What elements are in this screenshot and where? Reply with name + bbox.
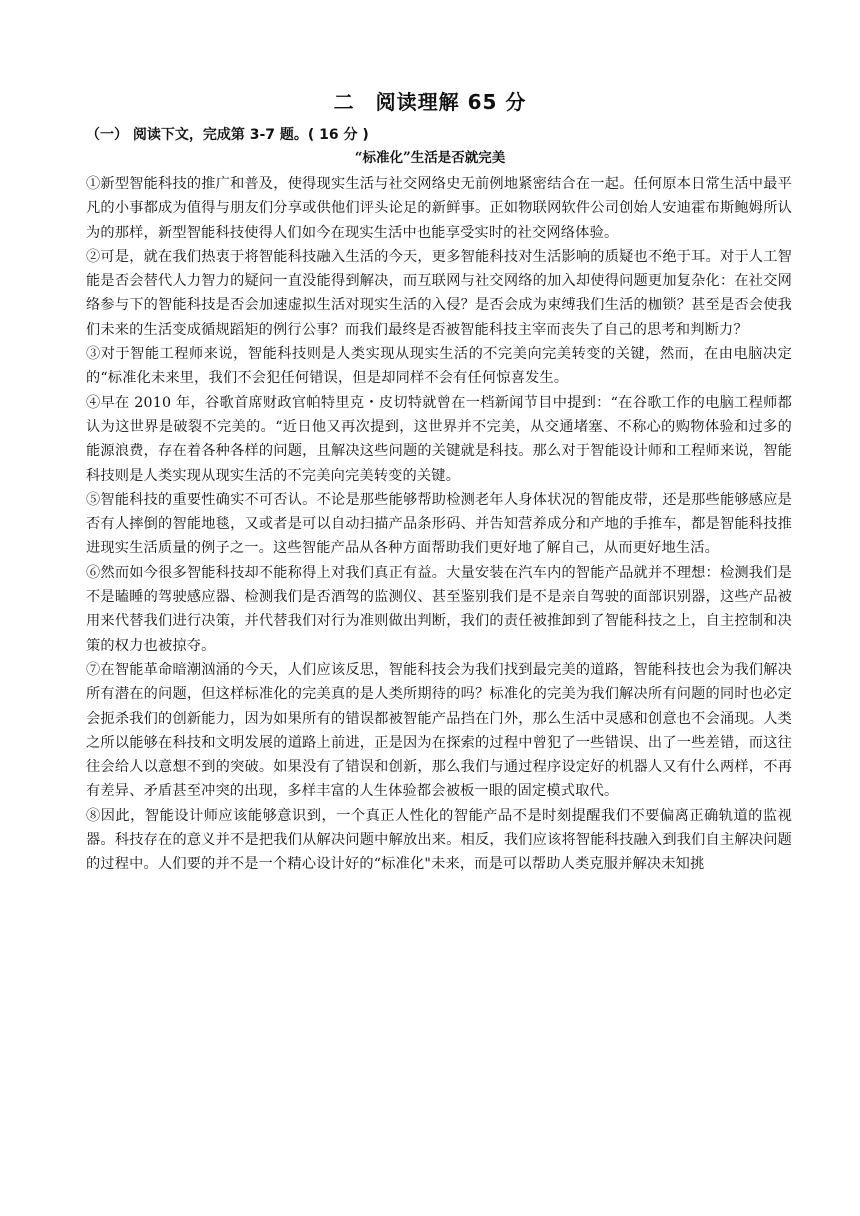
paragraph-4: ④早在 2010 年，谷歌首席财政官帕特里克・皮切特就曾在一档新闻节目中提到：“在谷歌工作的电脑工程师都认为这世界是破裂不完美的。“近日他又再次提到，这世界并不完美，从交通堵塞、不称心的购物体验和过多的能源浪费，存在着各种各样的问题，且解决这些问题的关键就是科技。那么对于智能设计师和工程师来说，智能科技则是人类实现从现实生活的不完美向完美转变的关键。 [86, 394, 792, 484]
article-title: “标准化”生活是否就完美 [354, 150, 506, 166]
paragraph-5: ⑤智能科技的重要性确实不可否认。不论是那些能够帮助检测老年人身体状况的智能皮带，还是那些能够感应是否有人摔倒的智能地毯，又或者是可以自动扫描产品条形码、并告知营养成分和产地的手推车，都是智能科技推进现实生活质量的例子之一。这些智能产品从各种方面帮助我们更好地了解自己，从而更好地生活。 [86, 491, 792, 557]
paragraph-2: ②可是，就在我们热衷于将智能科技融入生活的今天，更多智能科技对生活影响的质疑也不绝于耳。对于人工智能是否会替代人力智力的疑问一直没能得到解决，而互联网与社交网络的加入却使得问题更加复杂化：在社交网络参与下的智能科技是否会加速虚拟生活对现实生活的入侵？是否会成为束缚我们生活的枷锁？甚至是否会使我们未来的生活变成循规蹈矩的例行公事？而我们最终是否被智能科技主宰而丧失了自己的思考和判断力？ [86, 248, 792, 338]
paragraph-3: ③对于智能工程师来说，智能科技则是人类实现从现实生活的不完美向完美转变的关键，然而，在由电脑决定的“标准化未来里，我们不会犯任何错误，但是却同样不会有任何惊喜发生。 [86, 346, 792, 387]
article-body [86, 172, 792, 877]
paragraph-7: ⑦在智能革命暗潮汹涌的今天，人们应该反思，智能科技会为我们找到最完美的道路，智能科技也会为我们解决所有潜在的问题，但这样标准化的完美真的是人类所期待的吗？标准化的完美为我们解决所有问题的同时也必定会扼杀我们的创新能力，因为如果所有的错误都被智能产品挡在门外，那么生活中灵感和创意也不会涌现。人类之所以能够在科技和文明发展的道路上前进，正是因为在探索的过程中曾犯了一些错误、出了一些差错，而这往往会给人以意想不到的突破。如果没有了错误和创新，那么我们与通过程序设定好的机器人又有什么两样，不再有差异、矛盾甚至冲突的出现，多样丰富的人生体验都会被板一眼的固定模式取代。 [86, 661, 792, 800]
paragraph-6: ⑥然而如今很多智能科技却不能称得上对我们真正有益。大量安装在汽车内的智能产品就并不理想：检测我们是不是瞌睡的驾驶感应器、检测我们是否酒驾的监测仪、甚至鉴别我们是不是亲自驾驶的面部识别器，这些产品被用来代替我们进行决策，并代替我们对行为准则做出判断，我们的责任被推卸到了智能科技之上，自主控制和决策的权力也被掠夺。 [86, 564, 792, 654]
paragraph-8: ⑧因此，智能设计师应该能够意识到，一个真正人性化的智能产品不是时刻提醒我们不要偏离正确轨道的监视器。科技存在的意义并不是把我们从解决问题中解放出来。相反，我们应该将智能科技融入到我们自主解决问题的过程中。人们要的并不是一个精心设计好的“标准化"未来，而是可以帮助人类克服并解决未知挑 [86, 807, 792, 873]
section-title: 二 阅读理解 65 分 [333, 90, 527, 114]
subsection-heading: （一） 阅读下文，完成第 3-7 题。( 16 分 ) [86, 127, 369, 143]
paragraph-1: ①新型智能科技的推广和普及，使得现实生活与社交网络史无前例地紧密结合在一起。任何原本日常生活中最平凡的小事都成为值得与朋友们分享或供他们评头论足的新鲜事。正如物联网软件公司创始人安迪霍布斯鲍姆所认为的那样，新型智能科技使得人们如今在现实生活中也能享受实时的社交网络体验。 [86, 176, 792, 241]
